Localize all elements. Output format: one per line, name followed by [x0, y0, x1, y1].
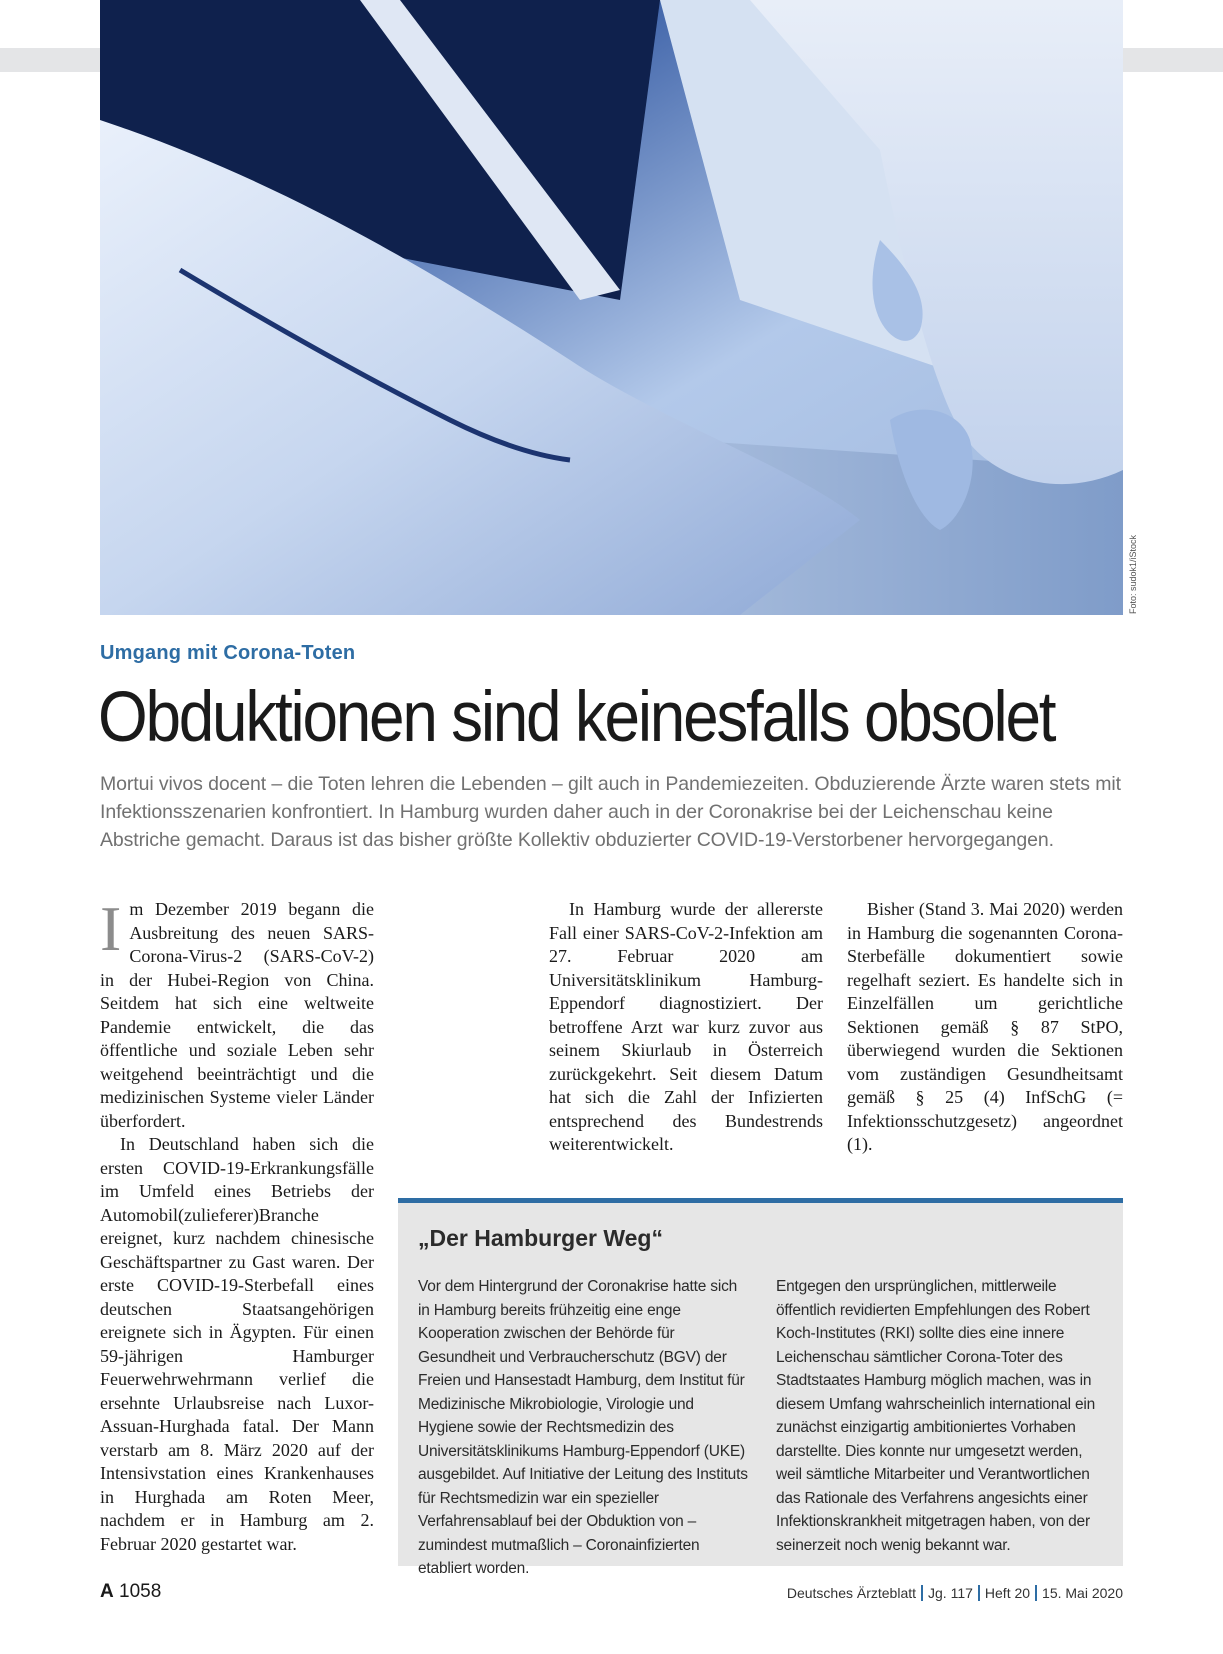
info-box-text: Entgegen den ursprünglichen, mittlerweile öffentlich revidierten Empfehlungen des Robert Koch-Institutes (RKI) sollte dies eine innere Leichenschau sämtlicher Corona-Toter des Stadtstaates Hamburg möglich machen, was in diesem Umfang wahrscheinlich international ein zunächst einzigartig ambitioniertes Vorhaben darstellte. Dies konnte nur umgesetzt werden, weil sämtliche Mitarbeiter und Verantwortlichen das Rationale des Verfahrens angesichts einer Infektionskrankheit mitgetragen haben, von der seinerzeit noch wenig bekannt war.: [776, 1278, 1096, 1554]
body-paragraph: Bisher (Stand 3. Mai 2020) werden in Hamburg die sogenannten Corona-Sterbefälle dokumentiert sowie regelhaft seziert. Es handelte sich in Einzelfällen um gerichtliche Sektionen gemäß § 87 StPO, überwiegend wurden die Sektionen vom zuständigen Gesundheitsamt gemäß § 25 (4) InfSchG (= Infektionsschutzgesetz) angeordnet (1).: [847, 899, 1123, 1154]
hero-photo-illustration: [100, 0, 1123, 615]
article-kicker: Umgang mit Corona-Toten: [100, 642, 356, 664]
header-rule-left: [0, 48, 100, 72]
info-box-title: „Der Hamburger Weg“: [418, 1225, 663, 1251]
page-number-value: 1058: [119, 1581, 162, 1602]
info-box-text: Vor dem Hintergrund der Coronakrise hatte sich in Hamburg bereits frühzeitig eine enge Kooperation zwischen der Behörde für Gesundheit und Verbraucherschutz (BGV) der Freien und Hansestadt Hamburg, dem Institut für Medizinische Mikrobiologie, Virologie und Hygiene sowie der Rechtsmedizin des Universitätsklinikums Hamburg-Eppendorf (UKE) ausgebildet. Auf Initiative der Leitung des Instituts für Rechtsmedizin war ein spezieller Verfahrensablauf bei der Obduktion von – zumindest mutmaßlich – Coronainfizierten etabliert worden.: [418, 1278, 748, 1577]
journal-volume: Jg. 117: [928, 1585, 973, 1601]
journal-date: 15. Mai 2020: [1042, 1585, 1123, 1601]
footer-separator: [1035, 1585, 1037, 1601]
page-number: [100, 1581, 161, 1603]
footer-separator: [978, 1585, 980, 1601]
header-rule-right: [1123, 48, 1223, 72]
article-headline: Obduktionen sind keinesfalls obsolet: [98, 678, 1055, 757]
journal-footer: [787, 1585, 1123, 1601]
body-text: m Dezember 2019 begann die Ausbreitung des neuen SARS-Corona-Virus-2 (SARS-CoV-2) in der Hubei-Region von China. Seitdem hat sich eine weltweite Pandemie entwickelt, die das öffentliche und soziale Leben sehr weitgehend beeinträchtigt und die medizinischen Systeme vieler Länder überfordert.: [100, 899, 374, 1131]
journal-issue: Heft 20: [984, 1585, 1031, 1601]
photo-credit: Foto: sudok1/iStock: [1128, 534, 1138, 614]
body-paragraph: In Hamburg wurde der allererste Fall einer SARS-CoV-2-Infektion am 27. Februar 2020 am Universitätsklinikum Hamburg-Eppendorf diagnostiziert. Der betroffene Arzt war kurz zuvor aus seinem Skiurlaub in Österreich zurückgekehrt. Seit diesem Datum hat sich die Zahl der Infizierten entsprechend des Bundestrends weiterentwickelt.: [549, 899, 823, 1154]
article-lead: Mortui vivos docent – die Toten lehren die Lebenden – gilt auch in Pandemiezeiten. Obduzierende Ärzte waren stets mit Infektionsszenarien konfrontiert. In Hamburg wurden daher auch in der Coronakrise bei der Leichenschau keine Abstriche gemacht. Daraus ist das bisher größte Kollektiv obduzierter COVID-19-Verstorbener hervorgegangen.: [100, 773, 1121, 851]
page-prefix: A: [100, 1581, 114, 1602]
hero-photo: [100, 0, 1123, 615]
body-column-3: [847, 898, 1123, 1157]
drop-cap: I: [100, 893, 122, 964]
footer-separator: [921, 1585, 923, 1601]
body-paragraph: [100, 893, 374, 1133]
info-box: [398, 1198, 1123, 1577]
journal-name: Deutsches Ärzteblatt: [786, 1585, 917, 1601]
body-column-1: [100, 893, 374, 1556]
body-paragraph: In Deutschland haben sich die ersten COVID-19-Erkrankungsfälle im Umfeld eines Betriebs der Automobil(zulieferer)Branche ereignet, kurz nachdem chinesische Geschäftspartner zu Gast waren. Der erste COVID-19-Sterbefall eines deutschen Staatsangehörigen ereignete sich in Ägypten. Für einen 59-jährigen Hamburger Feuerwehrwehrmann verlief die ersehnte Urlaubsreise nach Luxor-Assuan-Hurghada fatal. Der Mann verstarb am 8. März 2020 auf der Intensivstation eines Krankenhauses in Hurghada am Roten Meer, nachdem er in Hamburg am 2. Februar 2020 gestartet war.: [100, 1134, 374, 1554]
body-column-2: [549, 898, 823, 1157]
